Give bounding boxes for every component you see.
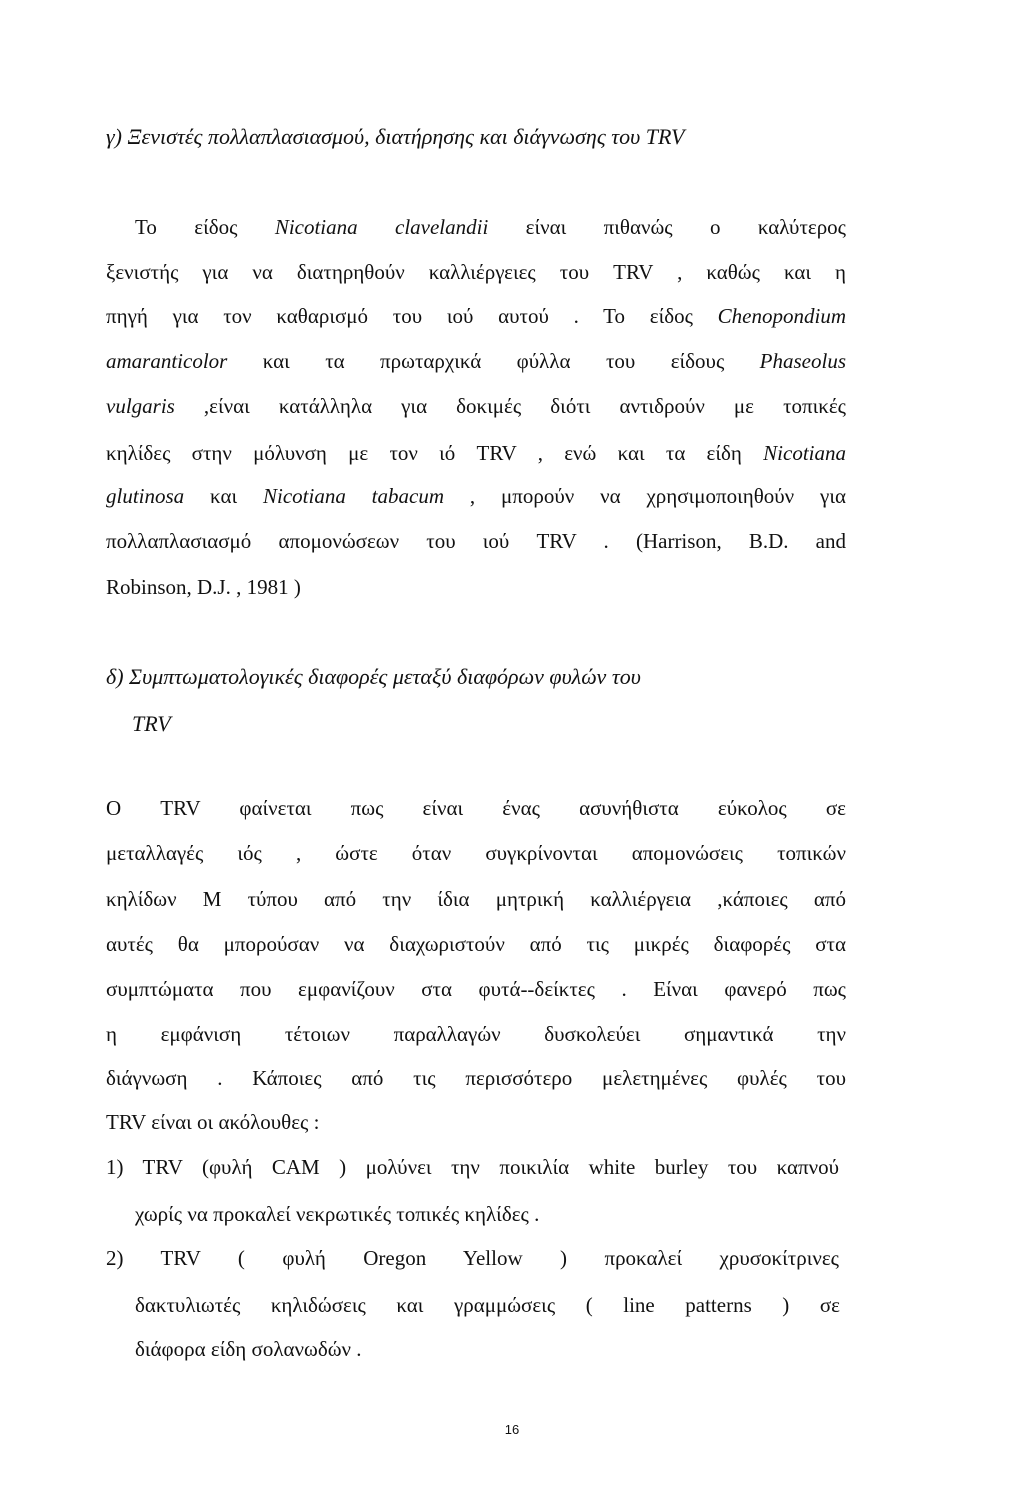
section-d-line: συμπτώματα που εμφανίζουν στα φυτά--δείκτες . Είναι φανερό πως [106, 977, 846, 1001]
italic-term: amaranticolor [106, 349, 228, 373]
section-g-line: glutinosa και Nicotiana tabacum , μπορούν να χρησιμοποιηθούν για [106, 484, 846, 508]
section-g-heading: γ) Ξενιστές πολλαπλασιασμού, διατήρησης και διάγνωσης του TRV [106, 124, 685, 149]
section-g-line: ξενιστής για να διατηρηθούν καλλιέργειες του TRV , καθώς και η [106, 260, 846, 284]
list-item-2-line1: 2) TRV ( φυλή Oregon Yellow ) προκαλεί χρυσοκίτρινες [106, 1246, 839, 1270]
section-d-line: TRV είναι οι ακόλουθες : [106, 1110, 320, 1134]
section-g-line: πηγή για τον καθαρισμό του ιού αυτού . Το είδος Chenopondium [106, 304, 846, 328]
section-d-line: διάγνωση . Κάποιες από τις περισσότερο μελετημένες φυλές του [106, 1066, 846, 1090]
section-d-heading-cont: TRV [132, 711, 171, 736]
page-number: 16 [504, 1422, 520, 1437]
section-d-line: Ο TRV φαίνεται πως είναι ένας ασυνήθιστα εύκολος σε [106, 796, 846, 820]
italic-term: Chenopondium [717, 304, 846, 328]
section-g-line: κηλίδες στην μόλυνση με τον ιό TRV , ενώ και τα είδη Nicotiana [106, 441, 846, 465]
italic-term: vulgaris [106, 394, 175, 418]
section-g-line: Robinson, D.J. , 1981 ) [106, 575, 301, 599]
list-item-1-line1: 1) TRV (φυλή CAM ) μολύνει την ποικιλία white burley του καπνού [106, 1155, 839, 1179]
italic-term: Nicotiana clavelandii [274, 215, 489, 239]
list-item-1-line2: χωρίς να προκαλεί νεκρωτικές τοπικές κηλίδες . [135, 1202, 540, 1226]
section-g-line: πολλαπλασιασμό απομονώσεων του ιού TRV . (Harrison, B.D. and [106, 529, 846, 553]
section-g-line: Το είδος Nicotiana clavelandii είναι πιθανώς ο καλύτερος [135, 215, 847, 239]
italic-term: Nicotiana [763, 441, 846, 465]
section-d-heading: δ) Συμπτωματολογικές διαφορές μεταξύ διαφόρων φυλών του [106, 664, 641, 689]
section-d-line: κηλίδων Μ τύπου από την ίδια μητρική καλλιέργεια ,κάποιες από [106, 887, 846, 911]
italic-term: Nicotiana tabacum [262, 484, 445, 508]
list-item-2-line3: διάφορα είδη σολανωδών . [135, 1337, 362, 1361]
italic-term: Phaseolus [759, 349, 846, 373]
list-item-2-line2: δακτυλιωτές κηλιδώσεις και γραμμώσεις ( line patterns ) σε [135, 1293, 840, 1317]
section-d-line: η εμφάνιση τέτοιων παραλλαγών δυσκολεύει σημαντικά την [106, 1022, 846, 1046]
section-g-line: amaranticolor και τα πρωταρχικά φύλλα του είδους Phaseolus [106, 349, 846, 373]
italic-term: glutinosa [106, 484, 185, 508]
section-d-line: αυτές θα μπορούσαν να διαχωριστούν από τις μικρές διαφορές στα [106, 932, 846, 956]
section-g-line: vulgaris ,είναι κατάλληλα για δοκιμές διότι αντιδρούν με τοπικές [106, 394, 846, 418]
section-d-line: μεταλλαγές ιός , ώστε όταν συγκρίνονται απομονώσεις τοπικών [106, 841, 846, 865]
